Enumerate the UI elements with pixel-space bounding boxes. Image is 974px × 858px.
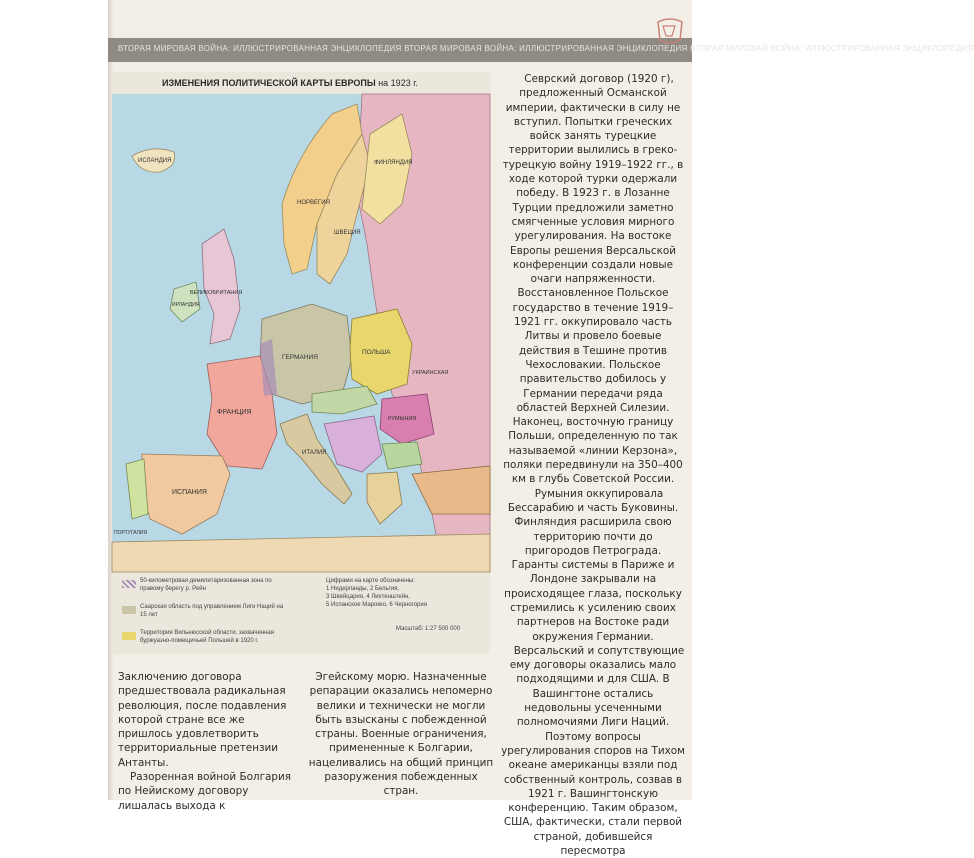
map-title-main: ИЗМЕНЕНИЯ ПОЛИТИЧЕСКОЙ КАРТЫ ЕВРОПЫ [162,78,376,88]
map-figure [112,72,490,654]
bottom-middle-paragraph-1: Эгейскому морю. Назначенные репарации оказались непомерно велики и технически не могли быть взысканы с побежденной страны. Военные ограничения, примененные к Болгарии, нацеливались на общий принцип разоружения побежденных стран. [308,671,494,798]
map-label-norway: НОРВЕГИЯ [297,200,330,206]
legend-numbers-line1: 1 Нидерланды, 2 Бельгия, [326,586,400,592]
bottom-left-paragraph-1: Заключению договора предшествовала радикальная революция, после подавления которой стране все же пришлось удовлетворить территориальные претензии Антанты. [118,671,287,769]
map-label-germany: ГЕРМАНИЯ [282,354,318,361]
legend-swatch-saar [122,606,136,614]
map-label-romania: РУМЫНИЯ [388,416,417,422]
legend-text-vilnius: Территория Вильнюсской области, захваченная буржуазно-помещичьей Польшей в 1920 г. [140,630,275,644]
map-label-finland: ФИНЛЯНДИЯ [374,160,413,166]
map-region-bulgaria [382,442,422,469]
map-label-france: ФРАНЦИЯ [217,409,252,416]
map-scale: Масштаб: 1:27 500 000 [396,626,461,632]
map-label-ukraine: УКРАИНСКАЯ [412,370,449,376]
right-paragraph-3: Версальский и сопутствующие ему договоры оказались мало подходящими и для США. В Вашингтоне остались недовольны усеченными полномочиями Лиги Наций. Поэтому вопросы урегулирования споров на Тихом океане американцы взяли под собственный контроль, созвав в 1921 г. Вашингтонскую конференцию. Таким образом, США, фактически, стали первой страной, добившейся пересмотра [501,644,685,858]
running-header-text: ВТОРАЯ МИРОВАЯ ВОЙНА: ИЛЛЮСТРИРОВАННАЯ ЭНЦИКЛОПЕДИЯ ВТОРАЯ МИРОВАЯ ВОЙНА: ИЛЛЮСТРИРОВАННАЯ ЭНЦИКЛОПЕДИЯ ВТОРАЯ МИРОВАЯ ВОЙНА: ИЛЛЮСТРИРОВАННАЯ ЭНЦИКЛОПЕДИЯ [118,44,974,53]
legend-swatch-rhine [122,580,136,588]
bottom-left-column [118,670,298,813]
map-label-italy: ИТАЛИЯ [302,450,327,456]
legend-numbers-line3: 5 Испанское Марокко, 6 Черногория [326,602,427,608]
map-label-ireland: ИРЛАНДИЯ [172,302,200,308]
map-label-spain: ИСПАНИЯ [172,489,207,496]
bottom-left-paragraph-2: Разоренная войной Болгария по Нейискому договору лишалась выхода к [118,771,292,812]
map-label-sweden: ШВЕЦИЯ [334,230,361,236]
map-label-britain: ВЕЛИКОБРИТАНИЯ [190,290,243,296]
book-page [108,0,974,858]
map-label-iceland: ИСЛАНДИЯ [138,158,172,164]
legend-text-rhine: 50-километровая демилитаризованная зона по правому берегу р. Рейн [140,578,272,592]
bottom-middle-column [308,670,494,799]
publisher-logo-icon [650,12,688,50]
legend-numbers-title: Цифрами на карте обозначены: [326,578,415,584]
legend-swatch-vilnius [122,632,136,640]
right-paragraph-1: Севрский договор (1920 г), предложенный Османской империи, фактически в силу не вступил. Попытки греческих войск занять турецкие территории вылились в греко-турецкую войну 1919–1922 гг., в ходе которой турки одержали победу. В 1923 г. в Лозанне Турции предложили заметно смягченные условия мирного урегулирования. На востоке Европы решения Версальской конференции создали новые очаги напряженности. Восстановленное Польское государство в течение 1919–1921 гг. оккупировало часть Литвы и провело боевые действия в Тешине против Чехословакии. Польское правительство добилось у Германии передачи ряда областей Верхней Силезии. Наконец, восточную границу Польши, определенную по так называемой «линии Керзона», поляки передвинули на 350–400 км в глубь Советской России. [502,73,684,486]
map-label-poland: ПОЛЬША [362,349,391,356]
right-text-column [500,72,686,858]
map-label-portugal: ПОРТУГАЛИЯ [114,530,148,536]
map-title [162,78,418,88]
legend-text-saar: Саарская область под управлением Лиги Наций на 15 лет [140,604,284,618]
map-title-year: на 1923 г. [378,78,418,88]
right-paragraph-2: Румыния оккупировала Бессарабию и часть Буковины. Финляндия расширила свою территорию почти до пригородов Петрограда. Гаранты системы в Париже и Лондоне закрывали на происходящее глаза, поскольку стремились к усилению своих партнеров на Востоке ради окружения Германии. [504,487,682,643]
europe-map [112,94,490,572]
legend-numbers-line2: 3 Швейцария, 4 Лихтенштейн, [326,594,411,600]
map-legend [112,576,490,654]
running-header [108,38,974,62]
